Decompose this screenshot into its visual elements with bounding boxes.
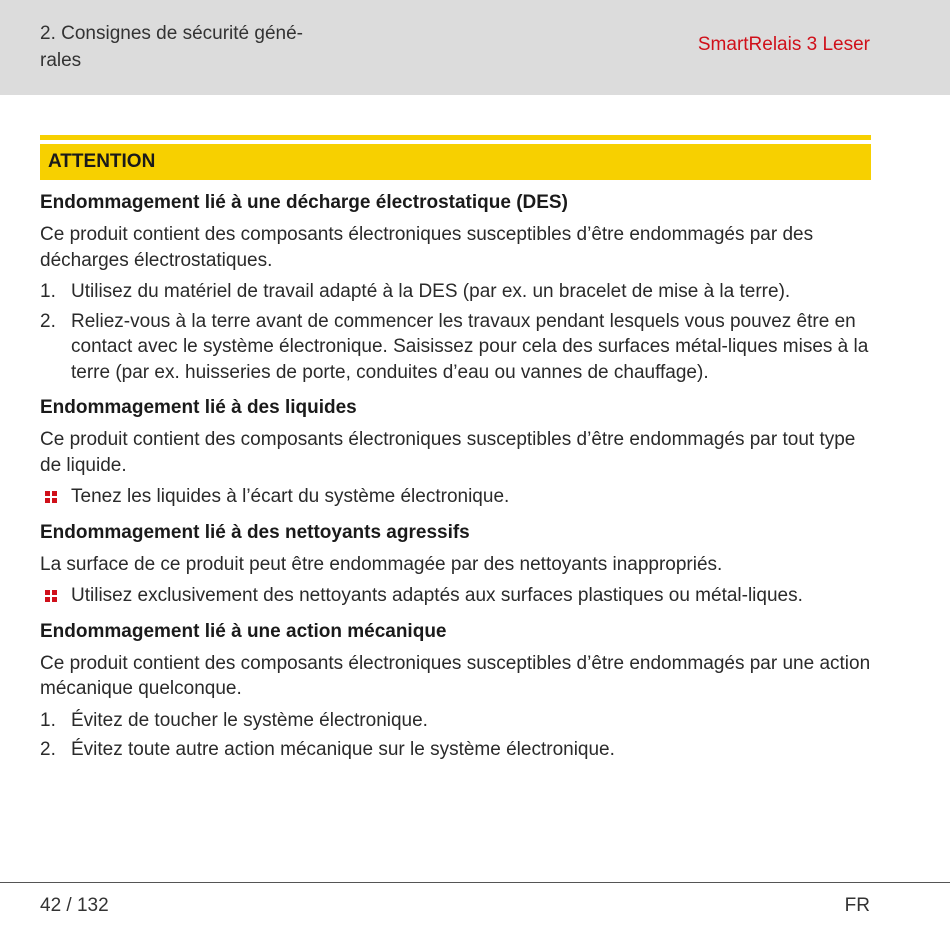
step-number: 1. [40,281,56,302]
section-heading-liquids: Endommagement lié à des liquides [40,397,357,418]
language-code: FR [844,895,870,916]
list-item [40,583,871,609]
section-heading-mechanical: Endommagement lié à une action mécanique [40,620,447,642]
list-item [40,737,871,763]
section-heading-cleaners: Endommagement lié à des nettoyants agressifs [40,521,470,543]
step-text: Utilisez du matériel de travail adapté à la DES (par ex. un bracelet de mise à la terre). [71,281,791,302]
attention-top-rule [40,135,871,140]
list-item [40,309,871,386]
step-text: Reliez-vous à la terre avant de commencer les travaux pendant lesquels vous pouvez être en contact avec le système électronique. Saisissez pour cela des surfaces métal-liques mises à la terre (par ex. huisseries de porte, conduites d’eau ou vannes de chauffage). [71,310,869,383]
step-number: 2. [40,310,56,332]
mechanical-steps-list [40,708,871,763]
footer-divider [0,882,950,883]
main-content [40,135,871,767]
step-text: Évitez de toucher le système électronique. [71,709,428,731]
esd-steps-list [40,279,871,385]
section-title-line1: 2. Consignes de sécurité géné- [40,23,303,44]
bullet-text: Utilisez exclusivement des nettoyants adaptés aux surfaces plastiques ou métal-liques. [71,585,803,606]
attention-banner: ATTENTION [40,144,871,180]
section-title-line2: rales [40,50,82,71]
brand-name: SmartRelais 3 Leser [697,34,870,55]
bullet-text: Tenez les liquides à l’écart du système électronique. [71,486,510,507]
section-intro-esd: Ce produit contient des composants électroniques susceptibles d’être endommagés par des décharges électrostatiques. [40,224,814,271]
section-title [40,20,360,74]
section-intro-liquids: Ce produit contient des composants électroniques susceptibles d’être endommagés par tout type de liquide. [40,429,856,476]
step-number: 1. [40,709,56,731]
list-item [40,708,871,734]
page-number: 42 / 132 [40,895,109,916]
red-bullet-icon [45,590,57,602]
step-text: Évitez toute autre action mécanique sur le système électronique. [71,739,615,760]
page-header [0,0,950,95]
step-number: 2. [40,739,56,760]
section-intro-cleaners: La surface de ce produit peut être endommagée par des nettoyants inappropriés. [40,553,723,575]
red-bullet-icon [45,491,57,503]
list-item [40,484,871,510]
liquids-list [40,484,871,510]
cleaners-list [40,583,871,609]
section-heading-esd: Endommagement lié à une décharge électrostatique (DES) [40,192,568,213]
section-intro-mechanical: Ce produit contient des composants électroniques susceptibles d’être endommagés par une action mécanique quelconque. [40,652,871,699]
list-item [40,279,871,305]
